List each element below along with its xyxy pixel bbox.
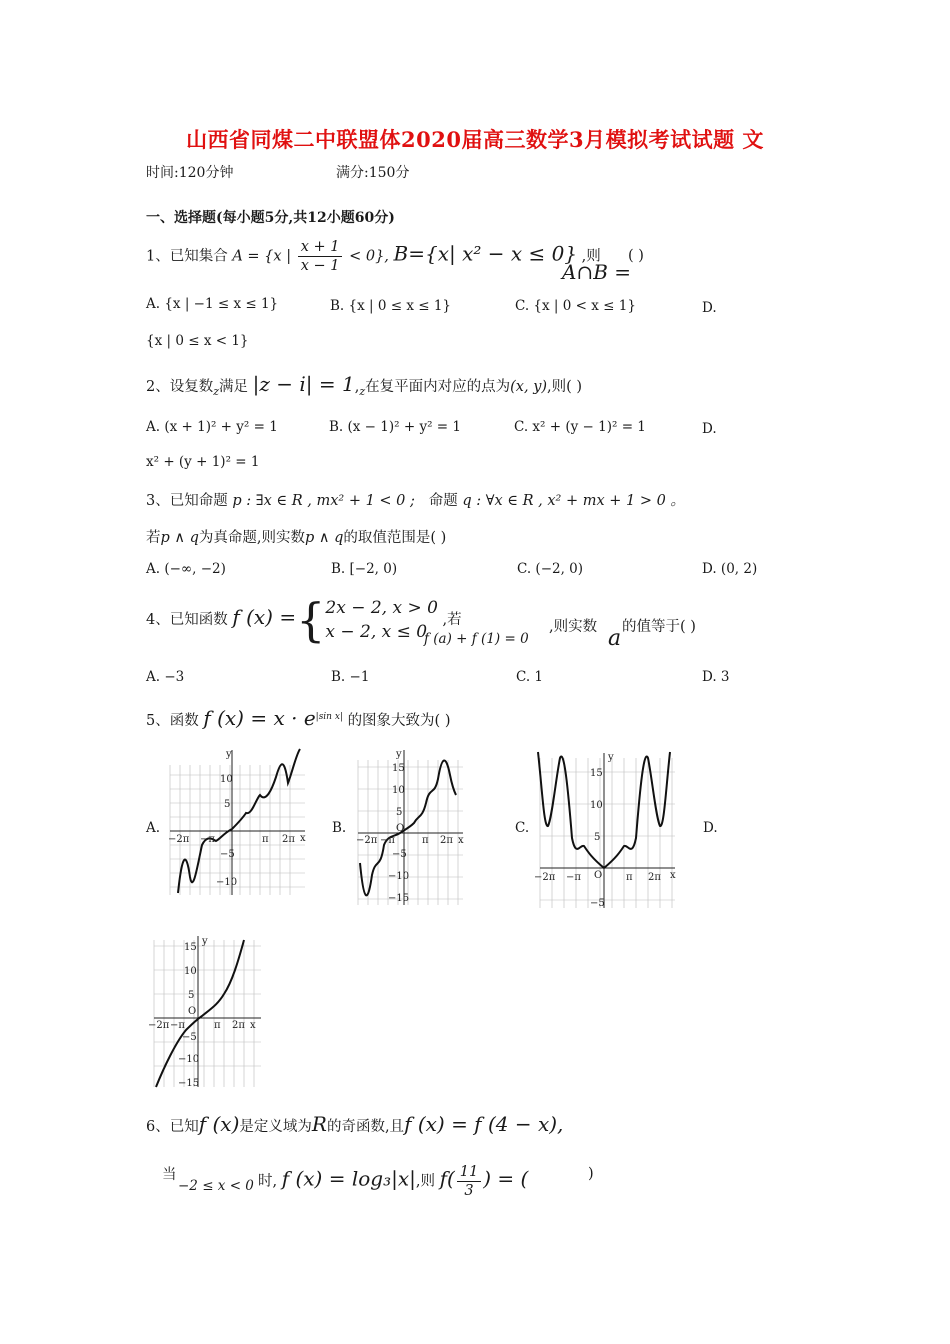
graph-b-tick-5: 5 [396, 807, 403, 818]
graph-b-y-label: y [396, 749, 402, 760]
graph-b-tick-neg15: −15 [388, 893, 410, 904]
q1-set-b: B={x| x² − x ≤ 0} [393, 241, 578, 266]
question-3-line-1 [146, 489, 685, 510]
graph-b-tick-neg10: −10 [388, 871, 410, 882]
graph-d-y-label: y [202, 936, 208, 947]
graph-c-tick-2pi: 2π [648, 872, 661, 883]
graph-c-tick-5: 5 [594, 832, 601, 843]
q6-when: 当 [162, 1167, 177, 1183]
graph-b-tick-15: 15 [392, 763, 405, 774]
q4-then: ,则实数 [549, 619, 598, 635]
graph-d-tick-negpi: −π [170, 1020, 185, 1031]
q4-lead: 4、已知函数 [146, 612, 228, 628]
q3-proposition-label: 命题 [428, 493, 458, 509]
q1-option-d-text: {x | 0 ≤ x < 1} [146, 333, 249, 349]
q1-answer-paren: ( ) [628, 248, 644, 264]
graph-a-x-label: x [300, 833, 306, 844]
graph-d-tick-15: 15 [184, 942, 197, 953]
graph-a-tick-neg10: −10 [216, 877, 238, 888]
graph-d-tick-pi: π [214, 1020, 221, 1031]
q1-set-a-end: < 0}, [349, 248, 389, 265]
q1-option-a: A. {x | −1 ≤ x ≤ 1} [146, 296, 279, 312]
q6-ask-end: ) = ( [483, 1166, 529, 1191]
graph-a-tick-5: 5 [224, 799, 231, 810]
q6-domain-r: R [311, 1112, 327, 1136]
graph-c-tick-pi: π [626, 872, 633, 883]
q2-option-d-text: x² + (y + 1)² = 1 [146, 454, 260, 470]
graph-c-tick-negpi: −π [566, 872, 581, 883]
q4-option-a: A. −3 [146, 669, 185, 685]
graph-c-origin: O [594, 870, 603, 881]
q5-graph-d [146, 932, 266, 1092]
question-1 [146, 238, 601, 275]
q3-lead: 3、已知命题 [146, 493, 228, 509]
q2-text2: 满足 [219, 379, 249, 395]
graph-c-tick-neg5: −5 [590, 898, 605, 909]
q6-shi: 时, [258, 1173, 278, 1190]
q5-option-a: A. [146, 820, 161, 836]
q1-fraction [298, 238, 343, 275]
q6-text-odd: 的奇函数,且 [326, 1119, 405, 1135]
q3-option-a: A. (−∞, −2) [146, 561, 226, 577]
q5-graph-a [160, 745, 310, 910]
graph-d-tick-neg10: −10 [178, 1054, 200, 1065]
q1-frac-denominator: x − 1 [300, 258, 340, 274]
graph-a-tick-pi: π [262, 834, 269, 845]
q3-text-range: 的取值范围是( ) [343, 530, 447, 546]
q2-text4: ,则( ) [547, 379, 583, 395]
q6-fx: f (x) [198, 1112, 240, 1136]
graph-b-tick-pi: π [422, 835, 429, 846]
q6-range: −2 ≤ x < 0 [178, 1178, 254, 1194]
q5-graph-b [348, 745, 468, 910]
q3-text-if: 若 [146, 530, 161, 546]
q1-intersection: A∩B = [562, 260, 632, 284]
q6-ask: f( [439, 1166, 455, 1191]
q6-text-domain: 是定义域为 [239, 1119, 312, 1135]
q3-proposition-p: p : ∃x ∈ R , mx² + 1 < 0 ; [232, 493, 415, 509]
section-heading: 一、选择题(每小题5分,共12小题60分) [146, 210, 395, 226]
q5-option-c: C. [515, 820, 530, 836]
graph-c-tick-15: 15 [590, 768, 603, 779]
q3-proposition-q: q : ∀x ∈ R , x² + mx + 1 > 0 。 [462, 493, 685, 509]
graph-d-tick-5: 5 [188, 990, 195, 1001]
q5-fx: f (x) = x · e [203, 706, 316, 730]
q2-option-d: D. [702, 421, 717, 437]
q6-equation: f (x) = f (4 − x), [404, 1112, 564, 1136]
graph-d-tick-neg2pi: −2π [148, 1020, 170, 1031]
q4-ruo: ,若 [442, 612, 462, 628]
q4-piece-2: x − 2, x ≤ 0 [325, 622, 428, 642]
q1-set-a: A = {x | [232, 248, 292, 265]
q1-option-d: D. [702, 300, 717, 316]
q5-graph-c [530, 748, 680, 910]
q6-frac-numerator: 11 [457, 1163, 481, 1182]
graph-b-tick-2pi: 2π [440, 835, 453, 846]
graph-a-tick-neg5: −5 [220, 849, 235, 860]
q4-brace: { [296, 593, 326, 647]
question-4 [146, 593, 462, 647]
graph-b-origin: O [396, 823, 405, 834]
q6-ze: ,则 [415, 1173, 435, 1190]
q3-p-and-q-1: p ∧ q [160, 530, 199, 546]
q4-option-d: D. 3 [702, 669, 730, 685]
graph-d-tick-neg5: −5 [182, 1032, 197, 1043]
graph-a-tick-neg2pi: −2π [168, 834, 190, 845]
q5-option-b: B. [332, 820, 347, 836]
graph-b-x-label: x [458, 835, 464, 846]
q5-lead: 5、函数 [146, 713, 199, 729]
q3-option-b: B. [−2, 0) [331, 561, 398, 577]
q1-option-c: C. {x | 0 < x ≤ 1} [515, 298, 636, 314]
exam-time: 时间:120分钟 [146, 165, 234, 181]
question-5 [146, 706, 451, 730]
q1-then: ,则 [581, 248, 601, 265]
graph-d-tick-10: 10 [184, 966, 197, 977]
graph-b-tick-neg5: −5 [392, 849, 407, 860]
q4-condition: f (a) + f (1) = 0 [424, 631, 529, 647]
graph-c-x-label: x [670, 870, 676, 881]
graph-b-tick-neg2pi: −2π [356, 835, 378, 846]
question-2: 2、设复数$_z$满足 $|z - i| = 1,_z$在复平面内对应的点为(x, y),则( ) [146, 372, 583, 398]
q2-z1: z [213, 384, 220, 398]
q3-option-d: D. (0, 2) [702, 561, 758, 577]
q1-option-b: B. {x | 0 ≤ x ≤ 1} [330, 298, 452, 314]
q1-frac-numerator: x + 1 [298, 238, 343, 257]
q1-lead: 1、已知集合 [146, 248, 228, 265]
graph-d-tick-2pi: 2π [232, 1020, 245, 1031]
q4-piece-1: 2x − 2, x > 0 [325, 598, 438, 618]
question-6 [146, 1112, 563, 1136]
q5-option-d: D. [703, 820, 718, 836]
graph-a-y-label: y [226, 749, 232, 760]
graph-b-tick-10: 10 [392, 785, 405, 796]
question-3-line-2 [146, 526, 446, 547]
q5-end: 的图象大致为( ) [347, 713, 451, 729]
graph-c-y-label: y [608, 752, 614, 763]
q4-option-b: B. −1 [331, 669, 370, 685]
graph-c-tick-neg2pi: −2π [534, 872, 556, 883]
q6-line-2 [258, 1163, 528, 1200]
graph-a-tick-10: 10 [220, 774, 233, 785]
q3-text-true: 为真命题,则实数 [198, 530, 306, 546]
graph-a-tick-negpi: −π [200, 834, 215, 845]
q2-z2: z [359, 384, 366, 398]
q2-text3: 在复平面内对应的点为 [365, 379, 511, 395]
exam-score: 满分:150分 [336, 165, 410, 181]
graph-d-tick-neg15: −15 [178, 1078, 200, 1089]
page-title: 山西省同煤二中联盟体2020届高三数学3月模拟考试试题 文 [186, 127, 764, 152]
q6-frac-denominator: 3 [464, 1183, 474, 1199]
q3-p-and-q-2: p ∧ q [305, 530, 344, 546]
graph-a-tick-2pi: 2π [282, 834, 295, 845]
q2-option-a: A. (x + 1)² + y² = 1 [146, 419, 278, 435]
q6-log: f (x) = log₃|x| [281, 1166, 416, 1191]
q2-point: (x, y) [510, 379, 548, 395]
q2-option-c: C. x² + (y − 1)² = 1 [514, 419, 646, 435]
graph-b-tick-negpi: −π [380, 835, 395, 846]
q2-text1: 2、设复数 [146, 379, 214, 395]
q4-variable-a: a [608, 626, 622, 651]
graph-d-origin: O [188, 1006, 197, 1017]
graph-d-x-label: x [250, 1020, 256, 1031]
q6-lead: 6、已知 [146, 1119, 199, 1135]
graph-c-tick-10: 10 [590, 800, 603, 811]
q2-option-b: B. (x − 1)² + y² = 1 [329, 419, 461, 435]
q3-option-c: C. (−2, 0) [517, 561, 584, 577]
q6-paren-end: ) [588, 1166, 594, 1182]
q4-fx: f (x) = [232, 605, 297, 629]
q6-fraction [457, 1163, 481, 1200]
q4-option-c: C. 1 [516, 669, 544, 685]
q4-pieces [325, 596, 438, 644]
q2-condition: |z − i| = 1 [252, 372, 355, 396]
q5-exponent: |sin x| [315, 712, 343, 723]
q4-end: 的值等于( ) [622, 619, 696, 635]
